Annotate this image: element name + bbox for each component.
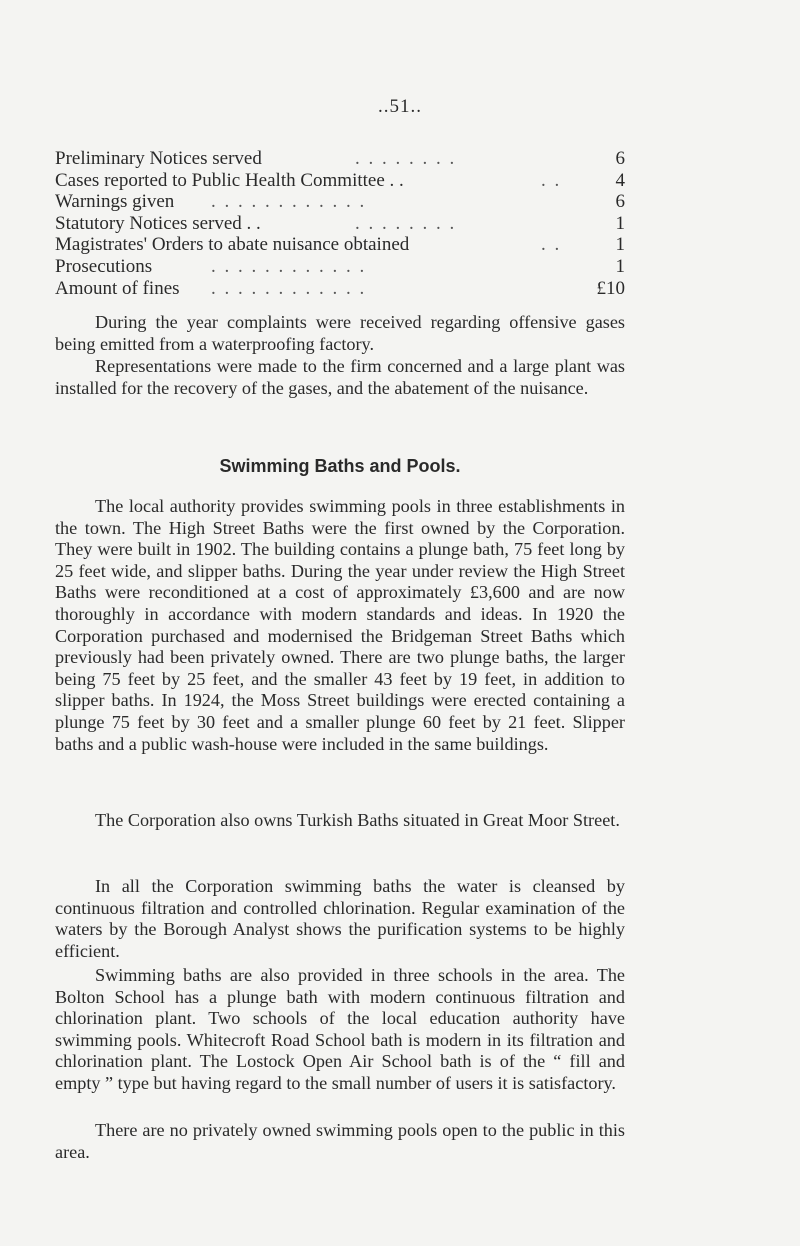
stat-row — [55, 191, 625, 213]
paragraph: The Corporation also owns Turkish Baths situated in Great Moor Street. — [95, 810, 620, 830]
stat-label: Magistrates' Orders to abate nuisance obtained — [55, 234, 410, 256]
stat-leader-dots: . . . . . . . . . . . . — [211, 277, 367, 299]
stat-label: Warnings given — [55, 191, 175, 213]
stat-label: Preliminary Notices served — [55, 148, 262, 169]
stat-value: 1 — [615, 255, 625, 277]
stat-row — [55, 234, 625, 256]
paragraph: Swimming baths are also provided in three schools in the area. The Bolton School has a plunge bath with modern continuous filtration and chlorination plant. Two schools of the local education authority have swimming pools. Whitecroft Road School bath is modern in its filtration and chlorination plant. The Lostock Open Air School bath is of the “ fill and empty ” type but having regard to the small number of users it is satisfactory. — [55, 965, 625, 1093]
stat-value: 4 — [615, 169, 625, 191]
paragraph: During the year complaints were received regarding offensive gases being emitted from a waterproofing factory. — [55, 312, 625, 354]
stat-row — [55, 148, 625, 170]
stat-label: Prosecutions — [55, 255, 153, 277]
section-heading: Swimming Baths and Pools. — [219, 456, 461, 476]
stat-value: 1 — [615, 234, 625, 256]
statistics-list — [55, 148, 625, 299]
paragraph: There are no privately owned swimming pools open to the public in this area. — [55, 1120, 625, 1162]
stat-label: Statutory Notices served . . — [55, 212, 261, 234]
page-number: ..51.. — [378, 96, 422, 117]
stat-value: 1 — [615, 212, 625, 234]
stat-row — [55, 278, 625, 300]
paragraph: Representations were made to the firm concerned and a large plant was installed for the recovery of the gases, and the abatement of the nuisance. — [55, 356, 625, 398]
stat-leader-dots: . . . . . . . . — [355, 148, 457, 169]
paragraph: In all the Corporation swimming baths the water is cleansed by continuous filtration and controlled chlorination. Regular examination of the waters by the Borough Analyst shows the purification systems to be highly efficient. — [55, 876, 625, 961]
stat-row — [55, 170, 625, 192]
stat-label: Cases reported to Public Health Committee . . — [55, 169, 404, 191]
stat-row — [55, 256, 625, 278]
stat-leader-dots: . . — [541, 234, 562, 256]
stat-value: 6 — [615, 191, 625, 213]
stat-leader-dots: . . . . . . . . . . . . — [211, 191, 367, 213]
stat-value: £10 — [596, 277, 625, 299]
stat-leader-dots: . . . . . . . . — [355, 212, 457, 234]
stat-leader-dots: . . — [541, 169, 562, 191]
paragraph: The local authority provides swimming pools in three establishments in the town. The High Street Baths were the first owned by the Corporation. They were built in 1902. The building contains a plunge bath, 75 feet long by 25 feet wide, and slipper baths. During the year under review the High Street Baths were reconditioned at a cost of approximately £3,600 and are now thoroughly in accordance with modern standards and ideas. In 1920 the Corporation purchased and modernised the Bridgeman Street Baths which previously had been privately owned. There are two plunge baths, the larger being 75 feet by 25 feet, and the smaller 43 feet by 19 feet, in addition to slipper baths. In 1924, the Moss Street buildings were erected containing a plunge 75 feet by 30 feet and a smaller plunge 60 feet by 21 feet. Slipper baths and a public wash-house were included in the same buildings. — [55, 496, 625, 754]
stat-leader-dots: . . . . . . . . . . . . — [211, 255, 367, 277]
stat-label: Amount of fines — [55, 277, 180, 299]
stat-row — [55, 213, 625, 235]
stat-value: 6 — [615, 148, 625, 169]
